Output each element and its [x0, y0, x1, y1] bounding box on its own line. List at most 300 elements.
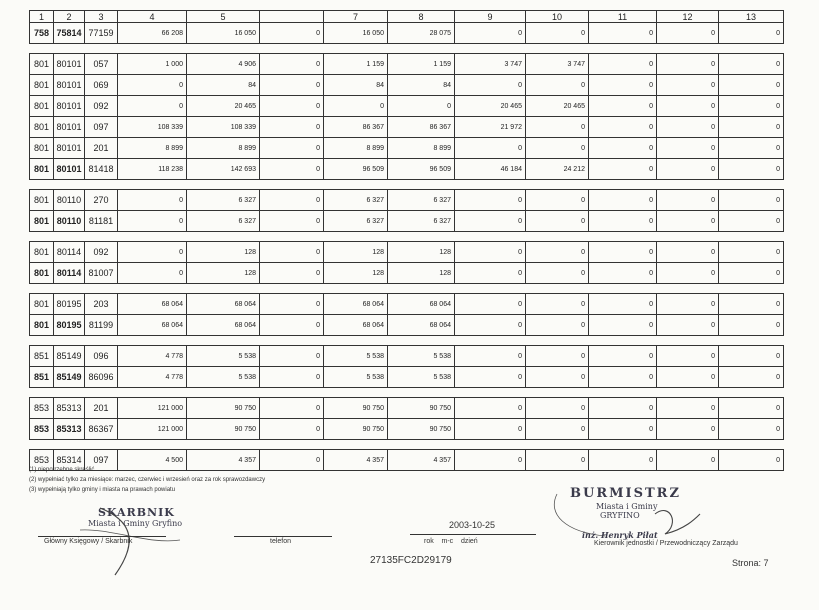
table-cell: 21 972 — [455, 117, 526, 138]
table-cell: 0 — [260, 367, 324, 388]
mayor-stamp-title: BURMISTRZ — [570, 486, 681, 501]
table-cell: 0 — [657, 75, 719, 96]
table-cell: 853 — [30, 419, 54, 440]
group-separator — [30, 232, 784, 242]
table-cell: 5 538 — [187, 346, 260, 367]
table-row-total — [30, 211, 784, 232]
table-cell: 057 — [85, 54, 118, 75]
table-cell: 85314 — [54, 450, 85, 471]
group-separator — [30, 388, 784, 398]
table-cell: 0 — [719, 346, 784, 367]
table-cell: 0 — [719, 117, 784, 138]
table-row — [30, 75, 784, 96]
table-cell: 0 — [118, 211, 187, 232]
table-cell: 0 — [455, 346, 526, 367]
group-separator — [30, 44, 784, 54]
table-cell: 6 327 — [324, 211, 388, 232]
table-cell: 0 — [589, 398, 657, 419]
table-cell: 801 — [30, 315, 54, 336]
table-cell: 96 509 — [324, 159, 388, 180]
table-cell: 758 — [30, 23, 54, 44]
separator-cell — [30, 44, 784, 54]
table-cell: 4 906 — [187, 54, 260, 75]
column-header: 11 — [589, 11, 657, 23]
table-cell: 0 — [526, 419, 589, 440]
table-cell: 121 000 — [118, 419, 187, 440]
table-cell: 108 339 — [187, 117, 260, 138]
table-cell: 851 — [30, 346, 54, 367]
table-cell: 0 — [260, 96, 324, 117]
table-cell: 0 — [455, 190, 526, 211]
table-body — [30, 11, 784, 471]
table-cell: 0 — [657, 398, 719, 419]
table-cell: 0 — [657, 190, 719, 211]
table-cell: 801 — [30, 211, 54, 232]
table-cell: 0 — [589, 138, 657, 159]
table-cell: 201 — [85, 138, 118, 159]
table-cell: 092 — [85, 96, 118, 117]
mayor-stamp-line3: GRYFINO — [600, 511, 640, 520]
table-row — [30, 117, 784, 138]
table-row-total — [30, 159, 784, 180]
treasurer-stamp-title: SKARBNIK — [98, 506, 175, 519]
table-cell: 0 — [260, 242, 324, 263]
table-cell: 68 064 — [187, 294, 260, 315]
table-cell: 801 — [30, 263, 54, 284]
report-sheet — [29, 10, 783, 471]
table-cell: 66 208 — [118, 23, 187, 44]
table-cell: 1 000 — [118, 54, 187, 75]
table-cell: 6 327 — [388, 211, 455, 232]
column-header: 3 — [85, 11, 118, 23]
separator-cell — [30, 284, 784, 294]
table-cell: 0 — [657, 211, 719, 232]
table-cell: 5 538 — [388, 367, 455, 388]
table-cell: 0 — [260, 450, 324, 471]
table-cell: 0 — [719, 450, 784, 471]
separator-cell — [30, 336, 784, 346]
table-cell: 0 — [719, 398, 784, 419]
table-cell: 0 — [719, 96, 784, 117]
table-cell: 0 — [260, 190, 324, 211]
table-cell: 0 — [455, 398, 526, 419]
table-cell: 0 — [455, 211, 526, 232]
table-cell: 0 — [719, 242, 784, 263]
table-cell: 0 — [455, 294, 526, 315]
table-cell: 80195 — [54, 315, 85, 336]
table-cell: 0 — [455, 419, 526, 440]
table-cell: 0 — [657, 450, 719, 471]
table-cell: 80114 — [54, 242, 85, 263]
table-cell: 84 — [388, 75, 455, 96]
column-header: 1 — [30, 11, 54, 23]
table-cell: 90 750 — [388, 419, 455, 440]
mayor-stamp-line2: Miasta i Gminy — [596, 502, 658, 511]
table-cell: 0 — [589, 294, 657, 315]
table-cell: 46 184 — [455, 159, 526, 180]
table-cell: 0 — [719, 23, 784, 44]
table-cell: 96 509 — [388, 159, 455, 180]
table-cell: 81199 — [85, 315, 118, 336]
table-cell: 80101 — [54, 117, 85, 138]
table-cell: 0 — [526, 398, 589, 419]
group-separator — [30, 440, 784, 450]
group-separator — [30, 180, 784, 190]
table-cell: 0 — [118, 263, 187, 284]
table-cell: 8 899 — [388, 138, 455, 159]
table-cell: 0 — [260, 315, 324, 336]
table-cell: 84 — [324, 75, 388, 96]
table-cell: 0 — [657, 159, 719, 180]
table-cell: 8 899 — [187, 138, 260, 159]
table-row-total — [30, 315, 784, 336]
table-cell: 68 064 — [324, 294, 388, 315]
table-cell: 853 — [30, 398, 54, 419]
table-cell: 0 — [526, 263, 589, 284]
table-cell: 0 — [260, 294, 324, 315]
table-cell: 4 357 — [388, 450, 455, 471]
table-cell: 097 — [85, 450, 118, 471]
table-cell: 801 — [30, 190, 54, 211]
table-cell: 801 — [30, 242, 54, 263]
table-cell: 0 — [388, 96, 455, 117]
table-row — [30, 450, 784, 471]
table-cell: 0 — [526, 294, 589, 315]
table-cell: 0 — [719, 367, 784, 388]
table-cell: 20 465 — [455, 96, 526, 117]
table-row — [30, 54, 784, 75]
table-cell: 0 — [657, 96, 719, 117]
table-cell: 801 — [30, 96, 54, 117]
table-cell: 801 — [30, 54, 54, 75]
table-cell: 85313 — [54, 419, 85, 440]
table-cell: 0 — [526, 75, 589, 96]
table-cell: 0 — [260, 419, 324, 440]
table-cell: 80195 — [54, 294, 85, 315]
table-cell: 0 — [657, 54, 719, 75]
table-cell: 801 — [30, 138, 54, 159]
table-cell: 0 — [526, 315, 589, 336]
table-cell: 68 064 — [187, 315, 260, 336]
separator-cell — [30, 388, 784, 398]
table-cell: 3 747 — [455, 54, 526, 75]
page-number: Strona: 7 — [732, 558, 769, 568]
table-row-total — [30, 367, 784, 388]
column-header: 10 — [526, 11, 589, 23]
table-cell: 86 367 — [388, 117, 455, 138]
table-cell: 0 — [260, 23, 324, 44]
table-cell: 80101 — [54, 96, 85, 117]
footnote-2: (2) wypełniać tylko za miesiące: marzec, czerwiec i wrzesień oraz za rok sprawozdawczy — [29, 477, 266, 483]
table-cell: 0 — [455, 138, 526, 159]
table-cell: 0 — [526, 190, 589, 211]
table-cell: 0 — [589, 242, 657, 263]
table-cell: 80101 — [54, 159, 85, 180]
table-cell: 0 — [455, 315, 526, 336]
table-cell: 0 — [455, 367, 526, 388]
table-cell: 20 465 — [526, 96, 589, 117]
table-cell: 80114 — [54, 263, 85, 284]
table-cell: 5 538 — [187, 367, 260, 388]
table-cell: 0 — [589, 263, 657, 284]
table-cell: 0 — [719, 315, 784, 336]
column-header: 9 — [455, 11, 526, 23]
table-cell: 0 — [657, 117, 719, 138]
table-row-total — [30, 23, 784, 44]
table-cell: 0 — [455, 242, 526, 263]
table-cell: 0 — [118, 242, 187, 263]
table-cell: 84 — [187, 75, 260, 96]
table-cell: 90 750 — [324, 419, 388, 440]
table-cell: 6 327 — [187, 190, 260, 211]
table-cell: 201 — [85, 398, 118, 419]
table-cell: 0 — [589, 117, 657, 138]
table-cell: 0 — [526, 367, 589, 388]
table-cell: 6 327 — [187, 211, 260, 232]
table-cell: 0 — [260, 54, 324, 75]
table-cell: 85313 — [54, 398, 85, 419]
table-cell: 0 — [719, 159, 784, 180]
table-cell: 0 — [526, 450, 589, 471]
table-cell: 0 — [719, 419, 784, 440]
table-cell: 203 — [85, 294, 118, 315]
table-cell: 3 747 — [526, 54, 589, 75]
table-cell: 8 899 — [118, 138, 187, 159]
table-cell: 0 — [455, 263, 526, 284]
table-cell: 0 — [260, 211, 324, 232]
table-cell: 0 — [260, 398, 324, 419]
phone-label: telefon — [270, 538, 292, 545]
table-cell: 0 — [260, 75, 324, 96]
mayor-name: inż. Henryk Piłat — [582, 530, 658, 540]
table-cell: 68 064 — [388, 315, 455, 336]
table-cell: 0 — [657, 242, 719, 263]
table-cell: 4 500 — [118, 450, 187, 471]
table-cell: 85149 — [54, 367, 85, 388]
table-cell: 90 750 — [324, 398, 388, 419]
table-cell: 24 212 — [526, 159, 589, 180]
table-cell: 0 — [526, 242, 589, 263]
table-cell: 81181 — [85, 211, 118, 232]
table-cell: 5 538 — [324, 367, 388, 388]
table-cell: 0 — [657, 294, 719, 315]
date-line — [410, 534, 536, 535]
table-cell: 0 — [589, 75, 657, 96]
table-row — [30, 294, 784, 315]
table-cell: 90 750 — [187, 419, 260, 440]
table-cell: 0 — [118, 190, 187, 211]
budget-table — [29, 10, 784, 471]
table-cell: 092 — [85, 242, 118, 263]
table-cell: 68 064 — [118, 294, 187, 315]
table-cell: 0 — [657, 23, 719, 44]
table-cell: 0 — [589, 346, 657, 367]
table-cell: 0 — [526, 138, 589, 159]
header-row — [30, 11, 784, 23]
table-cell: 128 — [388, 263, 455, 284]
table-cell: 0 — [719, 263, 784, 284]
table-cell: 0 — [657, 138, 719, 159]
column-header: 7 — [324, 11, 388, 23]
table-cell: 80101 — [54, 54, 85, 75]
table-cell: 86096 — [85, 367, 118, 388]
table-cell: 0 — [657, 367, 719, 388]
table-cell: 128 — [324, 263, 388, 284]
treasurer-line — [38, 536, 166, 537]
table-cell: 4 357 — [324, 450, 388, 471]
table-cell: 81418 — [85, 159, 118, 180]
table-cell: 128 — [187, 263, 260, 284]
table-cell: 0 — [719, 54, 784, 75]
table-cell: 6 327 — [388, 190, 455, 211]
separator-cell — [30, 232, 784, 242]
table-row — [30, 138, 784, 159]
table-row — [30, 242, 784, 263]
treasurer-label: Główny Księgowy / Skarbnik — [44, 538, 133, 545]
table-cell: 4 778 — [118, 367, 187, 388]
table-cell: 0 — [455, 23, 526, 44]
table-cell: 0 — [526, 346, 589, 367]
table-cell: 118 238 — [118, 159, 187, 180]
table-cell: 0 — [455, 450, 526, 471]
column-header: 2 — [54, 11, 85, 23]
footnote-3: (3) wypełniają tylko gminy i miasta na prawach powiatu — [29, 487, 176, 493]
table-cell: 0 — [657, 419, 719, 440]
table-cell: 853 — [30, 450, 54, 471]
column-header — [260, 11, 324, 23]
table-cell: 16 050 — [324, 23, 388, 44]
column-header: 4 — [118, 11, 187, 23]
column-header: 12 — [657, 11, 719, 23]
table-cell: 0 — [260, 346, 324, 367]
table-row-total — [30, 263, 784, 284]
phone-line — [234, 536, 332, 537]
table-cell: 0 — [526, 23, 589, 44]
table-cell: 0 — [719, 138, 784, 159]
table-cell: 86367 — [85, 419, 118, 440]
table-cell: 0 — [589, 190, 657, 211]
table-cell: 270 — [85, 190, 118, 211]
table-cell: 0 — [719, 211, 784, 232]
table-cell: 0 — [260, 117, 324, 138]
group-separator — [30, 284, 784, 294]
table-cell: 1 159 — [324, 54, 388, 75]
table-cell: 90 750 — [187, 398, 260, 419]
table-row — [30, 346, 784, 367]
column-header: 8 — [388, 11, 455, 23]
table-cell: 128 — [324, 242, 388, 263]
table-cell: 801 — [30, 294, 54, 315]
table-cell: 0 — [589, 211, 657, 232]
table-cell: 85149 — [54, 346, 85, 367]
table-cell: 1 159 — [388, 54, 455, 75]
table-cell: 851 — [30, 367, 54, 388]
table-cell: 0 — [719, 190, 784, 211]
table-cell: 6 327 — [324, 190, 388, 211]
table-cell: 80110 — [54, 211, 85, 232]
footnote-1: (1) niepotrzebne skreślić — [29, 467, 95, 473]
table-cell: 68 064 — [118, 315, 187, 336]
table-cell: 8 899 — [324, 138, 388, 159]
table-cell: 28 075 — [388, 23, 455, 44]
table-cell: 77159 — [85, 23, 118, 44]
table-cell: 4 778 — [118, 346, 187, 367]
table-cell: 5 538 — [388, 346, 455, 367]
table-cell: 68 064 — [388, 294, 455, 315]
head-label: Kierownik jednostki / Przewodniczący Zarządu — [594, 540, 738, 547]
table-cell: 20 465 — [187, 96, 260, 117]
column-header: 5 — [187, 11, 260, 23]
table-cell: 096 — [85, 346, 118, 367]
table-cell: 0 — [589, 96, 657, 117]
table-cell: 75814 — [54, 23, 85, 44]
table-cell: 0 — [455, 75, 526, 96]
table-cell: 801 — [30, 117, 54, 138]
table-cell: 142 693 — [187, 159, 260, 180]
date-value: 2003-10-25 — [449, 520, 496, 530]
table-cell: 0 — [324, 96, 388, 117]
table-cell: 0 — [260, 138, 324, 159]
table-cell: 0 — [589, 54, 657, 75]
table-cell: 0 — [589, 23, 657, 44]
table-cell: 4 357 — [187, 450, 260, 471]
table-cell: 097 — [85, 117, 118, 138]
table-cell: 80110 — [54, 190, 85, 211]
table-row — [30, 190, 784, 211]
table-cell: 80101 — [54, 75, 85, 96]
table-cell: 0 — [589, 159, 657, 180]
table-cell: 16 050 — [187, 23, 260, 44]
table-cell: 80101 — [54, 138, 85, 159]
table-cell: 0 — [260, 159, 324, 180]
table-cell: 0 — [657, 263, 719, 284]
table-cell: 68 064 — [324, 315, 388, 336]
table-cell: 108 339 — [118, 117, 187, 138]
table-row — [30, 96, 784, 117]
table-cell: 0 — [589, 450, 657, 471]
group-separator — [30, 336, 784, 346]
table-cell: 801 — [30, 75, 54, 96]
table-cell: 069 — [85, 75, 118, 96]
table-cell: 86 367 — [324, 117, 388, 138]
separator-cell — [30, 180, 784, 190]
table-cell: 0 — [118, 75, 187, 96]
table-cell: 0 — [719, 294, 784, 315]
table-cell: 0 — [657, 315, 719, 336]
separator-cell — [30, 440, 784, 450]
column-header: 13 — [719, 11, 784, 23]
table-cell: 0 — [526, 117, 589, 138]
treasurer-stamp-subtitle: Miasta i Gminy Gryfino — [88, 519, 183, 528]
table-cell: 0 — [589, 419, 657, 440]
table-cell: 5 538 — [324, 346, 388, 367]
table-cell: 0 — [657, 346, 719, 367]
document-code: 27135FC2D29179 — [370, 555, 452, 566]
table-cell: 128 — [388, 242, 455, 263]
table-cell: 0 — [719, 75, 784, 96]
date-label: rok m-c dzień — [424, 538, 478, 545]
table-cell: 90 750 — [388, 398, 455, 419]
table-cell: 81007 — [85, 263, 118, 284]
table-cell: 128 — [187, 242, 260, 263]
table-cell: 0 — [260, 263, 324, 284]
table-cell: 801 — [30, 159, 54, 180]
table-row-total — [30, 419, 784, 440]
table-cell: 0 — [589, 315, 657, 336]
table-cell: 0 — [526, 211, 589, 232]
table-cell: 121 000 — [118, 398, 187, 419]
table-row — [30, 398, 784, 419]
